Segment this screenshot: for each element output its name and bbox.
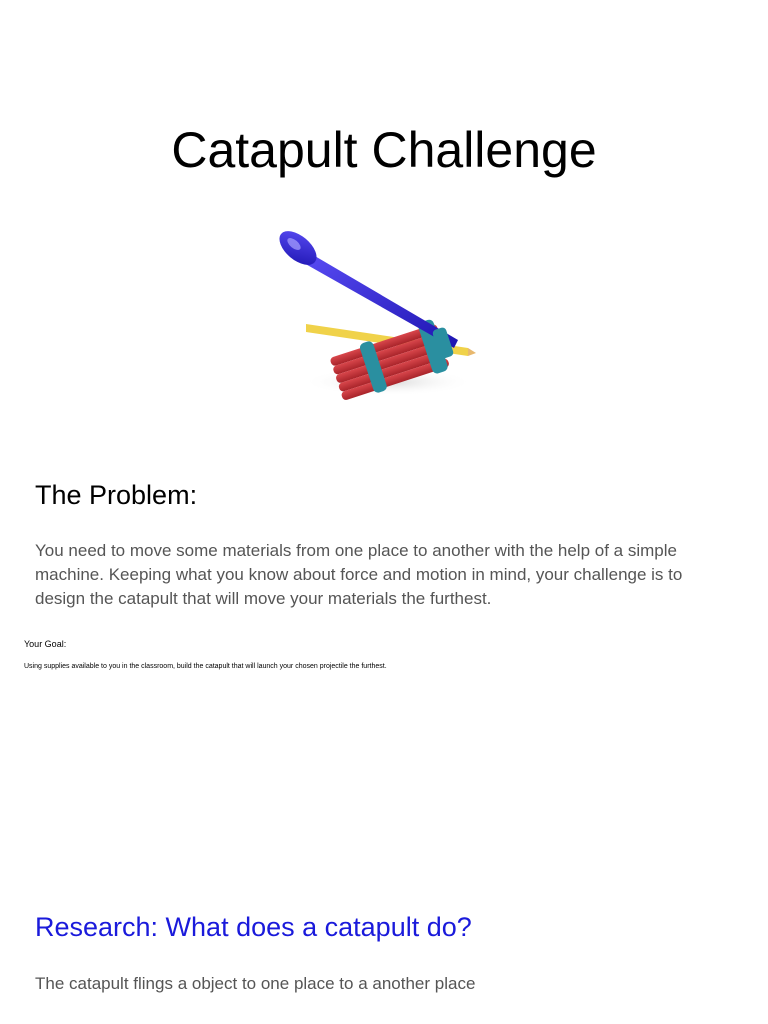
problem-body: You need to move some materials from one place to another with the help of a simple machine. Keeping what you know about force and motion in mind, your challenge is to design the catapult that will move your materials the furthest. (35, 541, 683, 608)
problem-heading: The Problem: (35, 480, 198, 510)
goal-label: Your Goal: (24, 639, 67, 649)
research-body: The catapult flings a object to one place to a another place (35, 974, 476, 993)
page-title: Catapult Challenge (171, 122, 597, 178)
spoon-catapult-icon (268, 222, 488, 402)
goal-body: Using supplies available to you in the classroom, build the catapult that will launch your chosen projectile the furthest. (24, 663, 387, 670)
research-heading: Research: What does a catapult do? (35, 912, 472, 942)
